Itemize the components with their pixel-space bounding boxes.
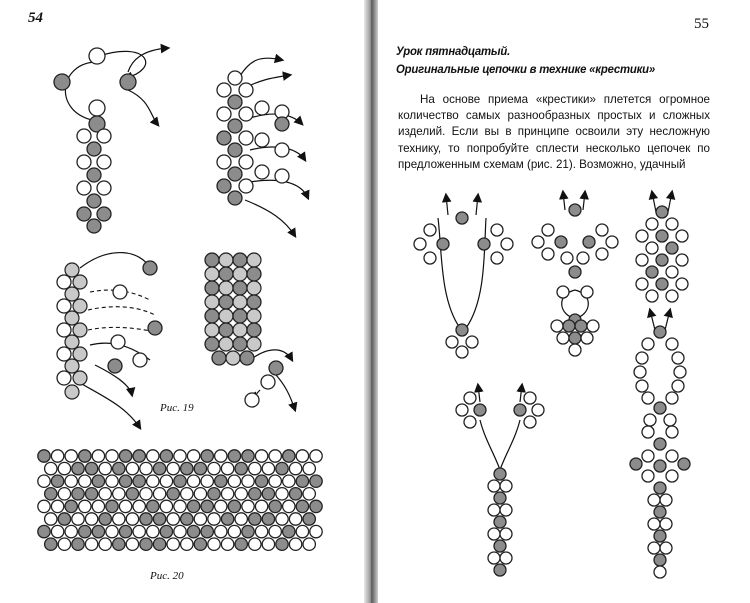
band-bead bbox=[140, 513, 152, 525]
band-bead bbox=[228, 475, 240, 487]
band-bead bbox=[160, 525, 172, 537]
band-bead bbox=[276, 462, 288, 474]
band-bead bbox=[174, 475, 186, 487]
band-bead bbox=[187, 475, 199, 487]
band-bead bbox=[160, 500, 172, 512]
band-bead bbox=[140, 488, 152, 500]
band-bead bbox=[310, 450, 322, 462]
band-bead bbox=[99, 538, 111, 550]
band-bead bbox=[85, 513, 97, 525]
band-bead bbox=[153, 488, 165, 500]
fig21-long-chain-pendant bbox=[630, 310, 690, 578]
fig21-cross-pendant bbox=[532, 192, 618, 356]
band-bead bbox=[221, 488, 233, 500]
band-bead bbox=[65, 525, 77, 537]
fig19-dashed-thread-column bbox=[57, 253, 162, 428]
band-bead bbox=[92, 525, 104, 537]
band-bead bbox=[51, 450, 63, 462]
band-bead bbox=[221, 538, 233, 550]
band-bead bbox=[72, 488, 84, 500]
band-bead bbox=[58, 488, 70, 500]
band-bead bbox=[262, 488, 274, 500]
band-bead bbox=[303, 538, 315, 550]
band-bead bbox=[262, 462, 274, 474]
fig21-twin-loop-fork bbox=[456, 385, 544, 576]
band-bead bbox=[249, 462, 261, 474]
band-bead bbox=[85, 462, 97, 474]
band-bead bbox=[147, 475, 159, 487]
band-bead bbox=[65, 450, 77, 462]
band-bead bbox=[201, 450, 213, 462]
band-bead bbox=[51, 525, 63, 537]
band-bead bbox=[133, 500, 145, 512]
band-bead bbox=[140, 538, 152, 550]
band-bead bbox=[215, 500, 227, 512]
band-bead bbox=[296, 450, 308, 462]
band-bead bbox=[119, 450, 131, 462]
band-bead bbox=[255, 450, 267, 462]
left-page-number: 54 bbox=[28, 10, 43, 26]
band-bead bbox=[38, 500, 50, 512]
band-bead bbox=[208, 538, 220, 550]
band-bead bbox=[289, 513, 301, 525]
band-bead bbox=[147, 450, 159, 462]
band-bead bbox=[85, 538, 97, 550]
band-bead bbox=[72, 538, 84, 550]
band-bead bbox=[51, 475, 63, 487]
band-bead bbox=[269, 525, 281, 537]
band-bead bbox=[215, 450, 227, 462]
band-bead bbox=[58, 462, 70, 474]
band-bead bbox=[283, 475, 295, 487]
band-bead bbox=[58, 513, 70, 525]
band-bead bbox=[276, 513, 288, 525]
band-bead bbox=[79, 475, 91, 487]
band-bead bbox=[296, 525, 308, 537]
band-bead bbox=[208, 462, 220, 474]
band-bead bbox=[106, 525, 118, 537]
band-bead bbox=[174, 450, 186, 462]
band-bead bbox=[113, 488, 125, 500]
band-bead bbox=[310, 525, 322, 537]
band-bead bbox=[303, 513, 315, 525]
band-bead bbox=[228, 500, 240, 512]
band-bead bbox=[38, 525, 50, 537]
band-bead bbox=[221, 513, 233, 525]
band-bead bbox=[133, 475, 145, 487]
band-bead bbox=[249, 513, 261, 525]
band-bead bbox=[269, 500, 281, 512]
band-bead bbox=[194, 462, 206, 474]
band-bead bbox=[310, 500, 322, 512]
band-bead bbox=[72, 513, 84, 525]
band-bead bbox=[201, 525, 213, 537]
band-bead bbox=[255, 500, 267, 512]
band-bead bbox=[106, 500, 118, 512]
band-bead bbox=[235, 462, 247, 474]
band-bead bbox=[255, 475, 267, 487]
fig20-beaded-band bbox=[38, 450, 322, 551]
band-bead bbox=[228, 525, 240, 537]
band-bead bbox=[113, 538, 125, 550]
lesson-title: Урок пятнадцатый. bbox=[396, 44, 511, 58]
band-bead bbox=[85, 488, 97, 500]
band-bead bbox=[126, 513, 138, 525]
band-bead bbox=[99, 513, 111, 525]
band-bead bbox=[228, 450, 240, 462]
band-bead bbox=[99, 462, 111, 474]
band-bead bbox=[289, 538, 301, 550]
band-bead bbox=[79, 450, 91, 462]
band-bead bbox=[51, 500, 63, 512]
band-bead bbox=[181, 488, 193, 500]
lesson-body-text: На основе приема «крестики» плетется огромное количество самых разнообразных простых и сложных изделий. Если вы в принципе освоили эту несложную технику, то попробуйте сплести несколько цепочек по предложенным схемам (рис. 21). Возможно, удачный bbox=[398, 93, 710, 171]
band-bead bbox=[283, 450, 295, 462]
band-bead bbox=[147, 525, 159, 537]
band-bead bbox=[140, 462, 152, 474]
band-bead bbox=[99, 488, 111, 500]
band-bead bbox=[72, 462, 84, 474]
band-bead bbox=[276, 488, 288, 500]
band-bead bbox=[283, 525, 295, 537]
band-bead bbox=[181, 513, 193, 525]
band-bead bbox=[249, 538, 261, 550]
band-bead bbox=[65, 475, 77, 487]
band-bead bbox=[45, 462, 57, 474]
band-bead bbox=[126, 538, 138, 550]
band-bead bbox=[181, 538, 193, 550]
fig21-diamond-motif bbox=[636, 192, 688, 302]
band-bead bbox=[283, 500, 295, 512]
band-bead bbox=[113, 462, 125, 474]
band-bead bbox=[167, 462, 179, 474]
band-bead bbox=[303, 462, 315, 474]
band-bead bbox=[242, 450, 254, 462]
band-bead bbox=[126, 488, 138, 500]
band-bead bbox=[242, 500, 254, 512]
figure-20-caption: Рис. 20 bbox=[150, 570, 184, 582]
band-bead bbox=[235, 538, 247, 550]
band-bead bbox=[79, 525, 91, 537]
lesson-subtitle: Оригинальные цепочки в технике «крестики» bbox=[396, 62, 656, 76]
band-bead bbox=[187, 500, 199, 512]
band-bead bbox=[262, 513, 274, 525]
band-bead bbox=[147, 500, 159, 512]
band-bead bbox=[45, 513, 57, 525]
band-bead bbox=[187, 525, 199, 537]
band-bead bbox=[310, 475, 322, 487]
band-bead bbox=[65, 500, 77, 512]
band-bead bbox=[153, 513, 165, 525]
band-bead bbox=[201, 475, 213, 487]
band-bead bbox=[215, 525, 227, 537]
band-bead bbox=[133, 525, 145, 537]
band-bead bbox=[235, 488, 247, 500]
band-bead bbox=[235, 513, 247, 525]
band-bead bbox=[194, 488, 206, 500]
band-bead bbox=[269, 450, 281, 462]
fig19-side-loop-column bbox=[217, 58, 308, 236]
band-bead bbox=[153, 462, 165, 474]
band-bead bbox=[201, 500, 213, 512]
band-bead bbox=[174, 525, 186, 537]
fig19-dense-column bbox=[205, 253, 295, 410]
band-bead bbox=[269, 475, 281, 487]
band-bead bbox=[38, 450, 50, 462]
band-bead bbox=[106, 475, 118, 487]
band-bead bbox=[221, 462, 233, 474]
band-bead bbox=[160, 475, 172, 487]
band-bead bbox=[255, 525, 267, 537]
band-bead bbox=[92, 475, 104, 487]
band-bead bbox=[242, 525, 254, 537]
band-bead bbox=[79, 500, 91, 512]
band-bead bbox=[296, 475, 308, 487]
band-bead bbox=[167, 538, 179, 550]
figure-19-caption: Рис. 19 bbox=[160, 402, 194, 414]
band-bead bbox=[167, 488, 179, 500]
band-bead bbox=[113, 513, 125, 525]
band-bead bbox=[126, 462, 138, 474]
band-bead bbox=[45, 538, 57, 550]
band-bead bbox=[242, 475, 254, 487]
band-bead bbox=[194, 513, 206, 525]
band-bead bbox=[276, 538, 288, 550]
right-page-number: 55 bbox=[694, 16, 709, 32]
band-bead bbox=[208, 488, 220, 500]
band-bead bbox=[119, 525, 131, 537]
band-bead bbox=[153, 538, 165, 550]
band-bead bbox=[92, 500, 104, 512]
band-bead bbox=[181, 462, 193, 474]
band-bead bbox=[174, 500, 186, 512]
band-bead bbox=[160, 450, 172, 462]
band-bead bbox=[289, 488, 301, 500]
band-bead bbox=[262, 538, 274, 550]
band-bead bbox=[194, 538, 206, 550]
band-bead bbox=[119, 500, 131, 512]
band-bead bbox=[58, 538, 70, 550]
band-bead bbox=[249, 488, 261, 500]
band-bead bbox=[296, 500, 308, 512]
band-bead bbox=[215, 475, 227, 487]
band-bead bbox=[187, 450, 199, 462]
band-bead bbox=[38, 475, 50, 487]
fig21-two-loop-chain bbox=[414, 195, 513, 358]
band-bead bbox=[303, 488, 315, 500]
band-bead bbox=[289, 462, 301, 474]
band-bead bbox=[208, 513, 220, 525]
band-bead bbox=[119, 475, 131, 487]
band-bead bbox=[106, 450, 118, 462]
fig19-ring-chain-diagram bbox=[54, 48, 168, 233]
band-bead bbox=[167, 513, 179, 525]
band-bead bbox=[92, 450, 104, 462]
band-bead bbox=[133, 450, 145, 462]
band-bead bbox=[45, 488, 57, 500]
